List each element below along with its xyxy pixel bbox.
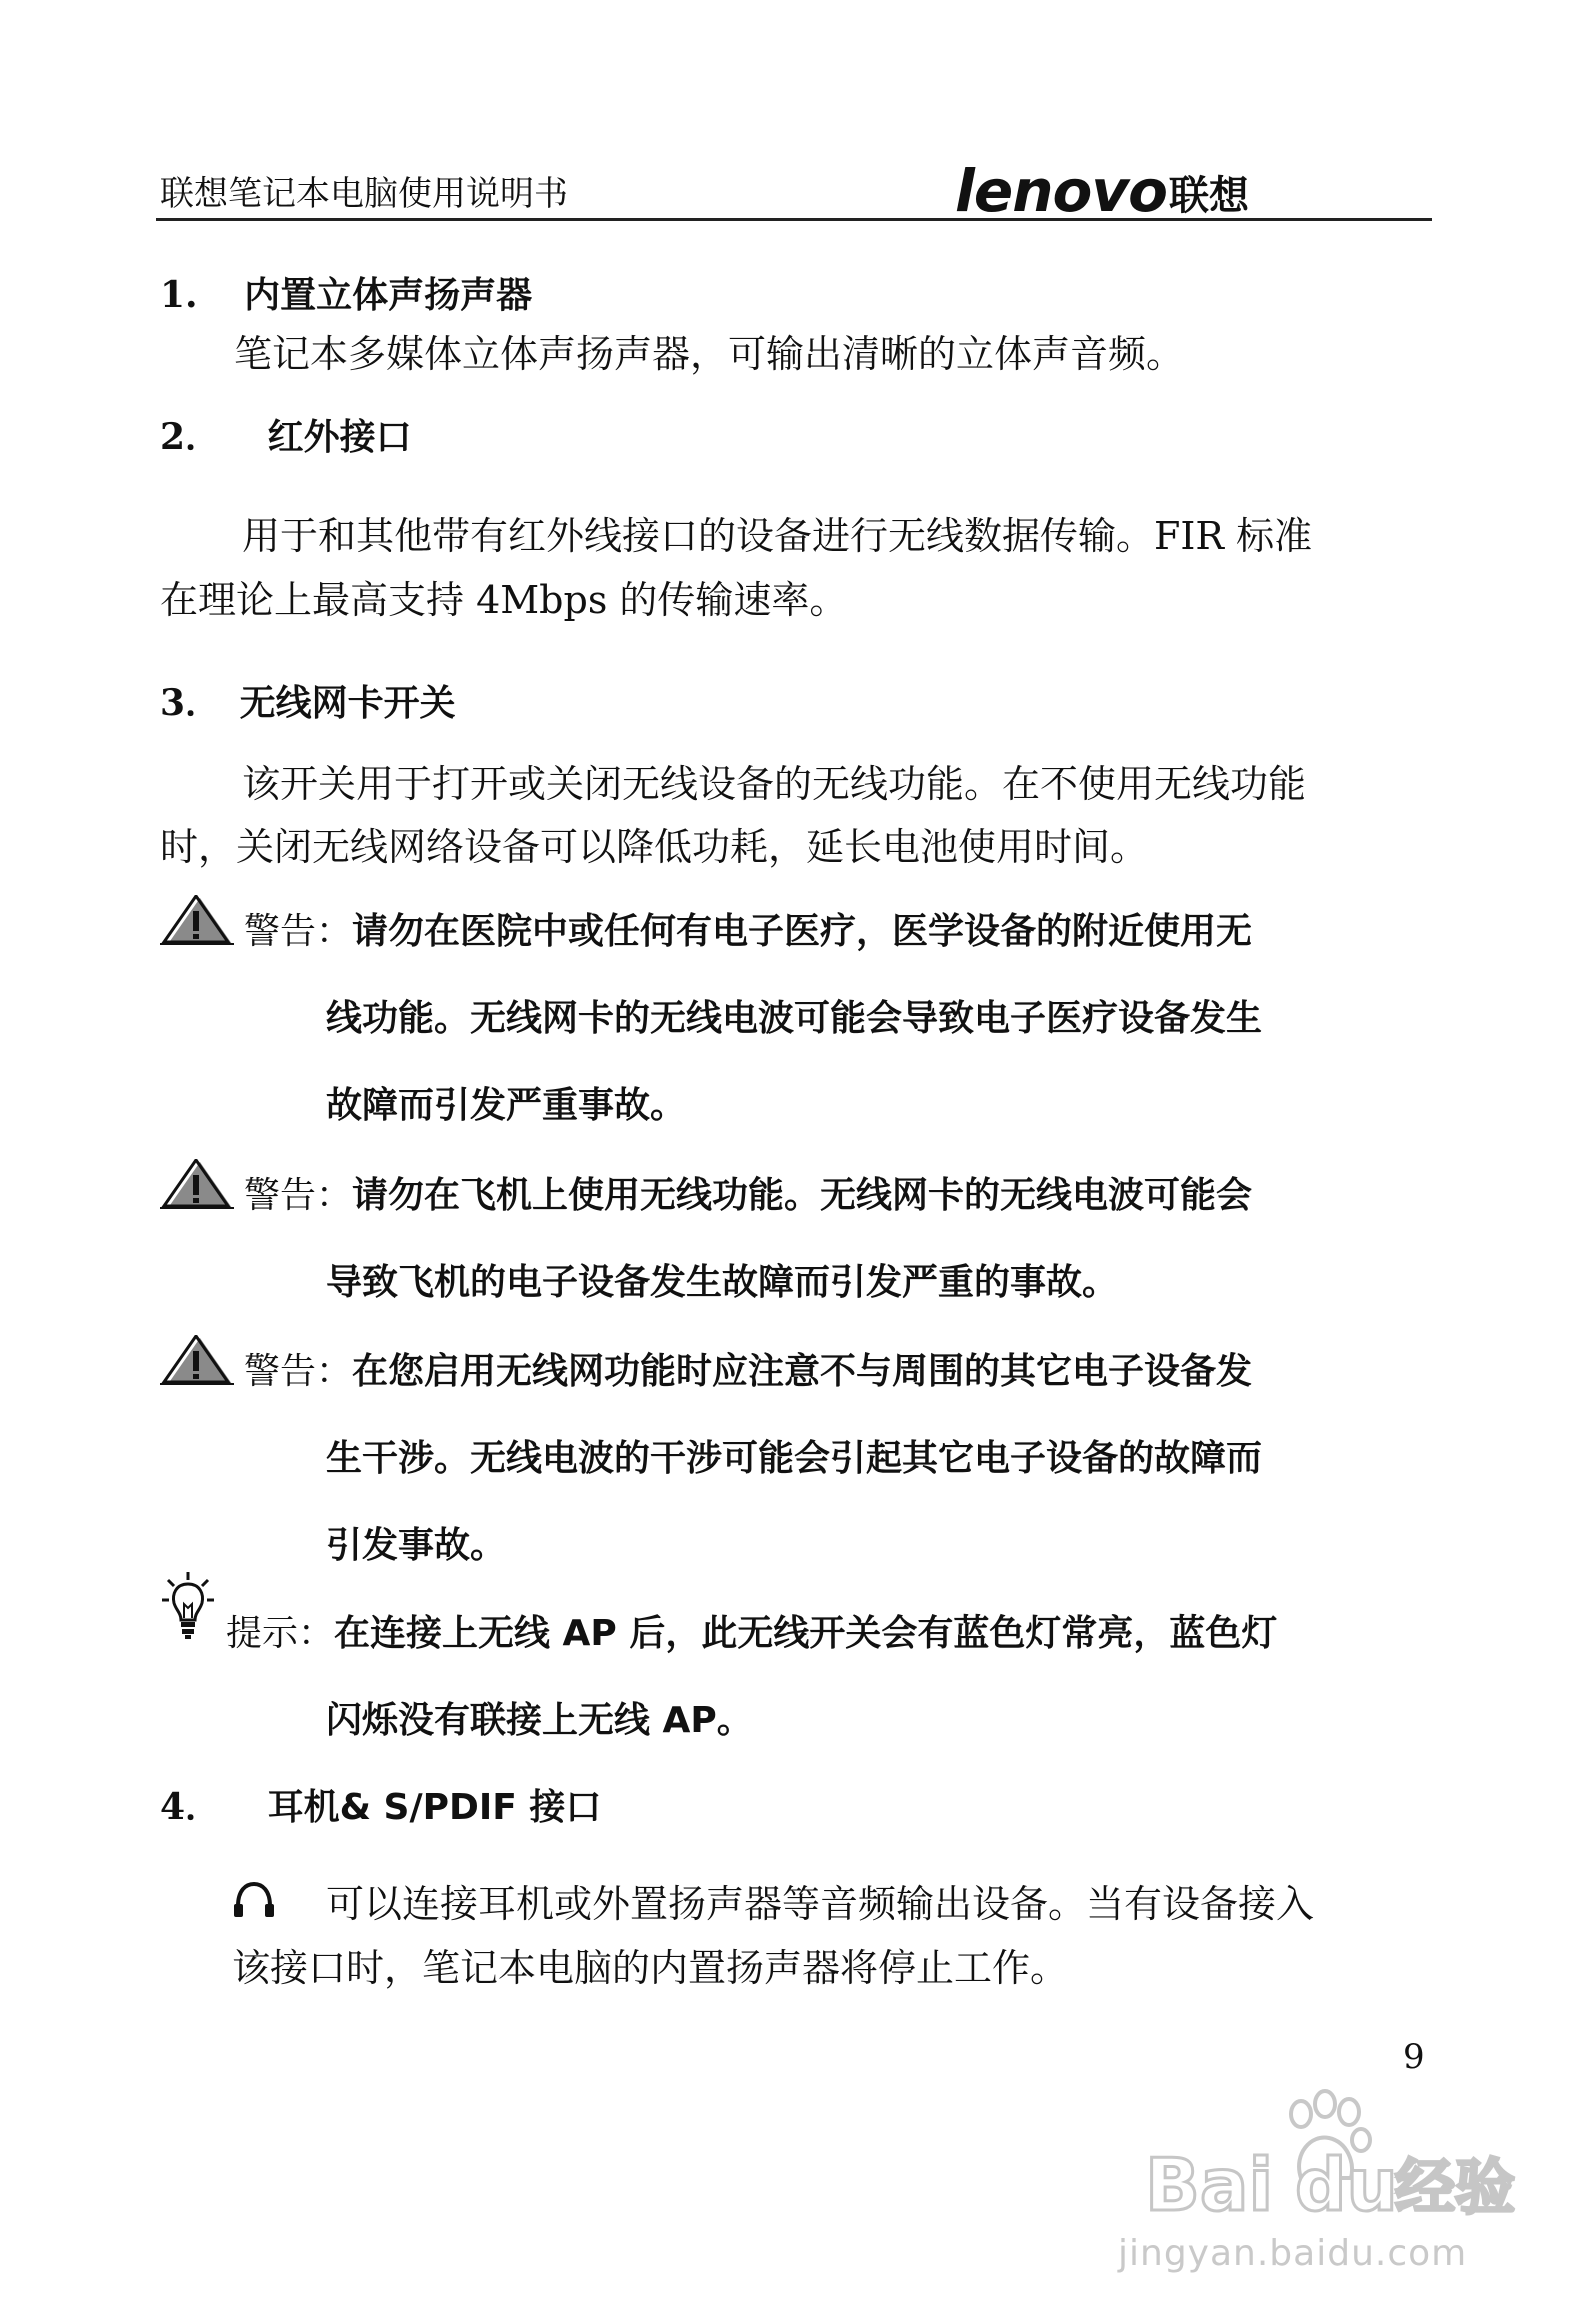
svg-text:经验: 经验	[1395, 2153, 1515, 2223]
section-3-paragraph-line: 该开关用于打开或关闭无线设备的无线功能。在不使用无线功能	[242, 762, 1307, 806]
logo-text: lenovo	[955, 157, 1168, 225]
section-heading-2	[160, 414, 412, 461]
section-title: 耳机& S/PDIF 接口	[267, 1787, 602, 1828]
warning-line: 引发事故。	[326, 1525, 507, 1566]
section-heading-4	[160, 1784, 601, 1831]
section-4-paragraph-line: 该接口时，笔记本电脑的内置扬声器将停止工作。	[232, 1946, 1069, 1990]
tip-text: 在连接上无线 AP 后，此无线开关会有蓝色灯常亮，蓝色灯	[334, 1613, 1278, 1654]
section-title: 内置立体声扬声器	[244, 275, 533, 316]
section-2-paragraph-line: 在理论上最高支持 4Mbps 的传输速率。	[160, 578, 848, 622]
headphone-icon	[232, 1880, 276, 1920]
warning-text: 在您启用无线网功能时应注意不与周围的其它电子设备发	[352, 1351, 1253, 1392]
watermark-brand-graphic	[1125, 2080, 1525, 2230]
warning-line: 导致飞机的电子设备发生故障而引发严重的事故。	[326, 1262, 1119, 1303]
warning-label: 警告：	[244, 1351, 353, 1392]
lightbulb-tip-icon	[160, 1570, 220, 1642]
warning-label: 警告：	[244, 911, 353, 952]
section-heading-3	[160, 680, 456, 727]
warning-line: 故障而引发严重事故。	[326, 1085, 687, 1126]
warning-line: 线功能。无线网卡的无线电波可能会导致电子医疗设备发生	[326, 998, 1263, 1039]
lenovo-logo	[955, 157, 1250, 225]
svg-text:Bai: Bai	[1145, 2143, 1274, 2227]
baidu-jingyan-watermark	[1125, 2080, 1525, 2230]
section-title: 无线网卡开关	[239, 683, 456, 724]
warning-line	[244, 1349, 1252, 1395]
section-title: 红外接口	[267, 417, 412, 458]
section-1-paragraph-line: 笔记本多媒体立体声扬声器，可输出清晰的立体声音频。	[234, 332, 1185, 376]
warning-line	[244, 909, 1252, 955]
section-heading-1	[160, 272, 532, 319]
tip-line: 闪烁没有联接上无线 AP。	[326, 1700, 753, 1741]
page-number: 9	[1403, 2037, 1425, 2077]
warning-icon	[160, 895, 234, 947]
warning-line	[244, 1173, 1252, 1219]
warning-icon	[160, 1159, 234, 1211]
svg-text:du: du	[1295, 2143, 1398, 2227]
section-2-paragraph-line: 用于和其他带有红外线接口的设备进行无线数据传输。FIR 标准	[242, 514, 1313, 558]
warning-icon	[160, 1335, 234, 1387]
section-number: 4．	[160, 1786, 222, 1828]
section-4-paragraph-line: 可以连接耳机或外置扬声器等音频输出设备。当有设备接入	[326, 1882, 1315, 1926]
logo-cn-text: 联想	[1169, 173, 1250, 219]
section-number: 2．	[160, 416, 222, 458]
watermark-url: jingyan.baidu.com	[1118, 2233, 1468, 2274]
section-3-paragraph-line: 时，关闭无线网络设备可以降低功耗，延长电池使用时间。	[160, 825, 1149, 869]
warning-label: 警告：	[244, 1175, 353, 1216]
section-number: 1.	[160, 274, 198, 316]
header-divider	[156, 218, 1432, 221]
section-number: 3．	[160, 682, 222, 724]
tip-line	[226, 1611, 1277, 1657]
warning-text: 请勿在医院中或任何有电子医疗，医学设备的附近使用无	[352, 911, 1253, 952]
tip-label: 提示：	[226, 1613, 335, 1654]
document-title: 联想笔记本电脑使用说明书	[160, 174, 568, 214]
warning-text: 请勿在飞机上使用无线功能。无线网卡的无线电波可能会	[352, 1175, 1253, 1216]
warning-line: 生干涉。无线电波的干涉可能会引起其它电子设备的故障而	[326, 1438, 1263, 1479]
